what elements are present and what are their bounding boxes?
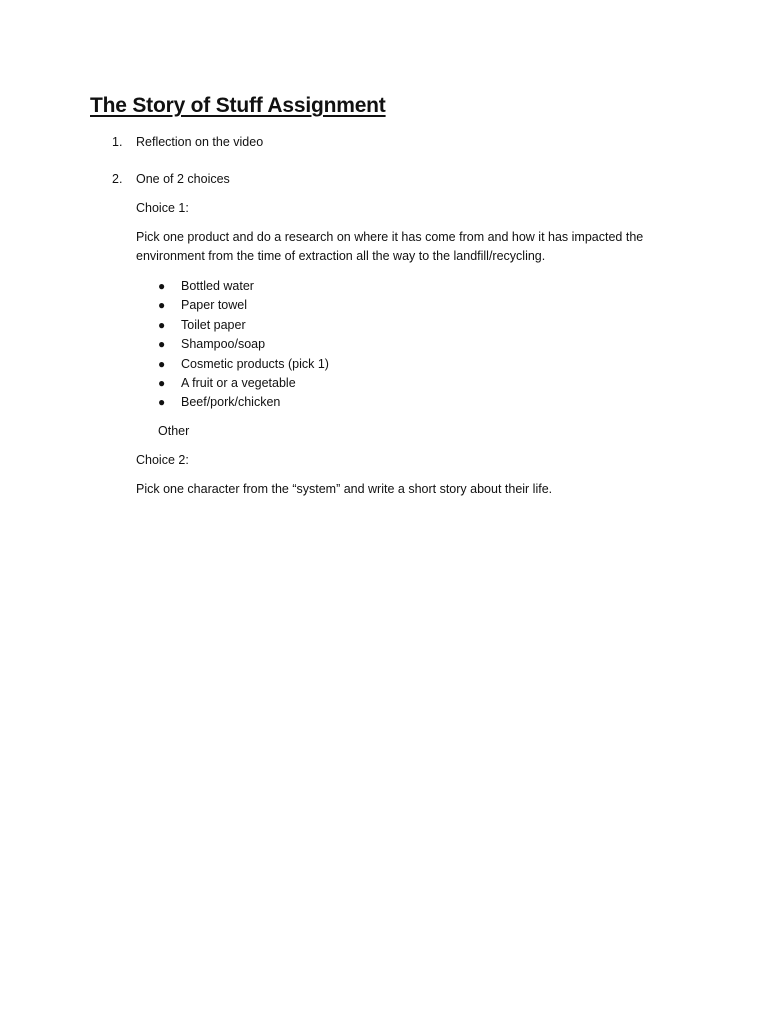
- product-label: A fruit or a vegetable: [181, 375, 296, 390]
- bullet-icon: ●: [158, 395, 166, 410]
- page-title: The Story of Stuff Assignment: [90, 94, 386, 117]
- bullet-icon: ●: [158, 356, 166, 371]
- list-number-2: 2.: [112, 172, 123, 186]
- choice1-heading: Choice 1:: [136, 201, 189, 215]
- list-item-reflection: Reflection on the video: [136, 135, 264, 149]
- product-label: Toilet paper: [181, 317, 246, 332]
- list-item-choices: One of 2 choices: [136, 172, 230, 186]
- product-label: Shampoo/soap: [181, 337, 266, 352]
- choice2-description: Pick one character from the “system” and write a short story about their life.: [136, 482, 553, 496]
- product-label: Beef/pork/chicken: [181, 395, 281, 410]
- bullet-icon: ●: [158, 298, 166, 313]
- choice1-description: Pick one product and do a research on where it has come from and how it has impacted the environment from the time of extraction all the way to the landfill/recycling.: [136, 230, 644, 263]
- bullet-icon: ●: [158, 279, 166, 293]
- bullet-icon: ●: [158, 375, 166, 390]
- bullet-icon: ●: [158, 317, 166, 332]
- list-number-1: 1.: [112, 135, 123, 149]
- choice1-other: Other: [158, 424, 190, 438]
- bullet-icon: ●: [158, 337, 166, 352]
- choice2-heading: Choice 2:: [136, 453, 189, 467]
- product-label: Bottled water: [181, 279, 254, 293]
- product-label: Paper towel: [181, 298, 248, 313]
- product-label: Cosmetic products (pick 1): [181, 356, 329, 371]
